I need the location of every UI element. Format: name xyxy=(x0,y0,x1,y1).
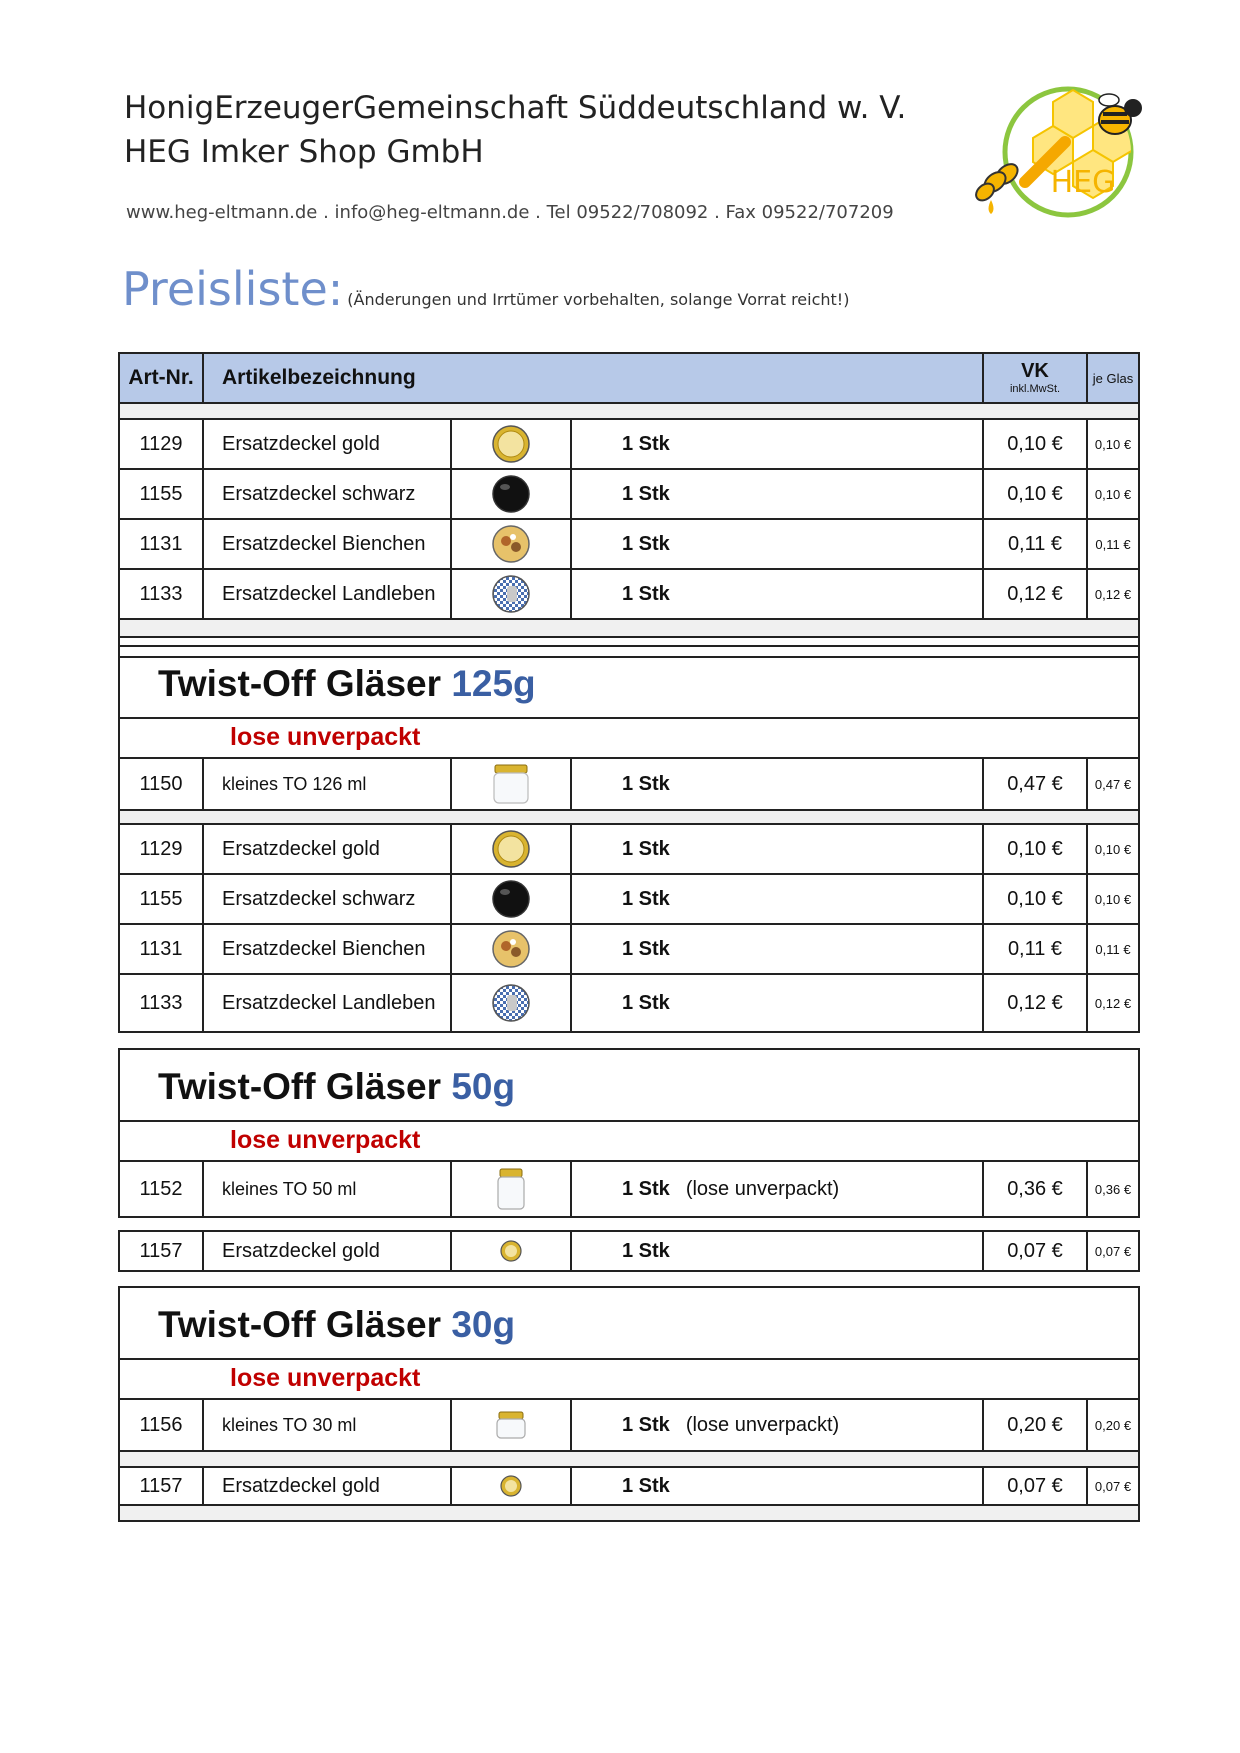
item-name: Ersatzdeckel Bienchen xyxy=(202,520,450,568)
item-name: Ersatzdeckel schwarz xyxy=(202,875,450,923)
item-quantity: 1 Stk xyxy=(570,925,982,973)
item-image xyxy=(450,1232,570,1270)
logo-text: HEG xyxy=(1050,165,1116,200)
price-per-glass: 0,12 € xyxy=(1086,975,1138,1031)
vk-sub-label: inkl.MwSt. xyxy=(1009,383,1061,395)
art-number: 1152 xyxy=(139,1177,183,1200)
section-subtitle: lose unverpackt xyxy=(230,723,421,751)
table-row xyxy=(120,973,1138,1031)
column-header-name: Artikelbezeichnung xyxy=(202,354,982,402)
gold-lid-icon xyxy=(491,829,531,869)
item-name: Ersatzdeckel gold xyxy=(202,825,450,873)
price-list-title xyxy=(122,262,849,316)
art-number: 1150 xyxy=(139,772,183,795)
checkered-lid-icon xyxy=(491,574,531,614)
table-header-row xyxy=(120,354,1138,404)
spacer-row xyxy=(120,1452,1138,1466)
item-name: Ersatzdeckel gold xyxy=(202,1468,450,1504)
spacer-row xyxy=(120,620,1138,636)
item-price: 0,10 € xyxy=(982,470,1086,518)
item-price: 0,12 € xyxy=(982,570,1086,618)
item-price: 0,07 € xyxy=(982,1468,1086,1504)
section-50g xyxy=(118,1048,1140,1218)
section-subheading xyxy=(120,1360,1138,1398)
item-price: 0,10 € xyxy=(982,875,1086,923)
item-image xyxy=(450,420,570,468)
small-gold-lid-icon xyxy=(499,1474,523,1498)
item-name: Ersatzdeckel Landleben xyxy=(202,570,450,618)
item-image xyxy=(450,825,570,873)
section-subheading xyxy=(120,1122,1138,1160)
art-number: 1157 xyxy=(139,1474,183,1497)
table-row xyxy=(120,873,1138,925)
item-name: Ersatzdeckel gold xyxy=(202,1232,450,1270)
price-per-glass: 0,07 € xyxy=(1086,1468,1138,1504)
table-row xyxy=(120,757,1138,811)
table-row xyxy=(120,823,1138,875)
item-price: 0,10 € xyxy=(982,825,1086,873)
section-subtitle: lose unverpackt xyxy=(230,1126,421,1154)
item-price: 0,10 € xyxy=(982,420,1086,468)
art-number: 1129 xyxy=(139,432,183,455)
column-header-je-glas: je Glas xyxy=(1086,354,1138,402)
small-jar-icon xyxy=(494,1167,528,1211)
price-per-glass: 0,07 € xyxy=(1086,1232,1138,1270)
small-gold-lid-icon xyxy=(499,1239,523,1263)
item-image xyxy=(450,520,570,568)
black-lid-icon xyxy=(491,474,531,514)
item-quantity: 1 Stk xyxy=(570,1468,982,1504)
section-title xyxy=(158,663,536,705)
item-image xyxy=(450,470,570,518)
section-heading xyxy=(120,647,1138,719)
art-number: 1131 xyxy=(139,532,183,555)
spacer-row xyxy=(120,1506,1138,1520)
item-price: 0,20 € xyxy=(982,1400,1086,1450)
item-image xyxy=(450,759,570,809)
item-quantity-cell xyxy=(570,1162,982,1216)
item-quantity: 1 Stk xyxy=(570,875,982,923)
section-subtitle: lose unverpackt xyxy=(230,1364,421,1392)
item-quantity: 1 Stk xyxy=(570,975,982,1031)
item-image xyxy=(450,1400,570,1450)
price-per-glass: 0,10 € xyxy=(1086,470,1138,518)
heg-logo xyxy=(965,82,1155,222)
item-note: (lose unverpackt) xyxy=(685,1177,840,1200)
section-title-text: Twist-Off Gläser xyxy=(158,663,452,704)
item-price: 0,12 € xyxy=(982,975,1086,1031)
table-row xyxy=(120,1466,1138,1506)
section-title xyxy=(158,1066,515,1108)
item-name: kleines TO 30 ml xyxy=(202,1400,450,1450)
art-number: 1129 xyxy=(139,837,183,860)
section-title-text: Twist-Off Gläser xyxy=(158,1304,452,1345)
price-per-glass: 0,36 € xyxy=(1086,1162,1138,1216)
item-image xyxy=(450,925,570,973)
section-125g xyxy=(118,645,1140,1033)
item-quantity: 1 Stk xyxy=(570,759,982,809)
item-name: kleines TO 126 ml xyxy=(202,759,450,809)
art-number: 1131 xyxy=(139,937,183,960)
art-number: 1156 xyxy=(139,1413,183,1436)
bee-lid-icon xyxy=(491,524,531,564)
table-row xyxy=(120,1160,1138,1216)
item-name: Ersatzdeckel schwarz xyxy=(202,470,450,518)
price-per-glass: 0,11 € xyxy=(1086,520,1138,568)
item-image xyxy=(450,975,570,1031)
spacer-row xyxy=(120,404,1138,418)
section-title-text: Twist-Off Gläser xyxy=(158,1066,452,1107)
item-name: Ersatzdeckel Bienchen xyxy=(202,925,450,973)
bee-lid-icon xyxy=(491,929,531,969)
item-price: 0,47 € xyxy=(982,759,1086,809)
price-per-glass: 0,10 € xyxy=(1086,420,1138,468)
page-subtitle: (Änderungen und Irrtümer vorbehalten, solange Vorrat reicht!) xyxy=(347,290,850,309)
item-price: 0,36 € xyxy=(982,1162,1086,1216)
item-name: Ersatzdeckel gold xyxy=(202,420,450,468)
column-header-vk xyxy=(982,354,1086,402)
table-row xyxy=(120,468,1138,520)
art-number: 1155 xyxy=(139,482,183,505)
art-number: 1133 xyxy=(139,991,183,1014)
section-weight: 50g xyxy=(451,1066,516,1107)
price-per-glass: 0,11 € xyxy=(1086,925,1138,973)
organization-name: HonigErzeugerGemeinschaft Süddeutschland w. V. xyxy=(124,90,907,126)
section-title xyxy=(158,1304,515,1346)
section-heading xyxy=(120,1288,1138,1360)
table-row xyxy=(120,1398,1138,1452)
section-weight: 125g xyxy=(451,663,536,704)
price-per-glass: 0,12 € xyxy=(1086,570,1138,618)
page-title: Preisliste: xyxy=(122,262,344,316)
art-number: 1157 xyxy=(139,1239,183,1262)
item-price: 0,11 € xyxy=(982,925,1086,973)
art-number: 1155 xyxy=(139,887,183,910)
item-quantity: 1 Stk xyxy=(622,1177,670,1200)
shop-name: HEG Imker Shop GmbH xyxy=(124,134,484,170)
item-image xyxy=(450,1468,570,1504)
item-price: 0,11 € xyxy=(982,520,1086,568)
item-image xyxy=(450,875,570,923)
section-weight: 30g xyxy=(451,1304,516,1345)
price-table-main xyxy=(118,352,1140,658)
contact-line: www.heg-eltmann.de . info@heg-eltmann.de . Tel 09522/708092 . Fax 09522/707209 xyxy=(126,202,894,223)
table-row xyxy=(120,568,1138,620)
lid-row-50g xyxy=(118,1230,1140,1272)
item-quantity: 1 Stk xyxy=(570,570,982,618)
art-number: 1133 xyxy=(139,582,183,605)
table-row xyxy=(120,518,1138,570)
black-lid-icon xyxy=(491,879,531,919)
item-quantity-cell xyxy=(570,1400,982,1450)
gold-lid-icon xyxy=(491,424,531,464)
mini-jar-icon xyxy=(494,1410,528,1440)
item-quantity: 1 Stk xyxy=(570,420,982,468)
item-quantity: 1 Stk xyxy=(622,1413,670,1436)
checkered-lid-icon xyxy=(491,983,531,1023)
item-quantity: 1 Stk xyxy=(570,470,982,518)
item-price: 0,07 € xyxy=(982,1232,1086,1270)
vk-label: VK xyxy=(1021,360,1049,382)
table-row xyxy=(120,1232,1138,1270)
price-per-glass: 0,47 € xyxy=(1086,759,1138,809)
item-note: (lose unverpackt) xyxy=(685,1413,840,1436)
spacer-row xyxy=(120,811,1138,823)
section-subheading xyxy=(120,719,1138,757)
section-30g xyxy=(118,1286,1140,1522)
item-name: kleines TO 50 ml xyxy=(202,1162,450,1216)
item-quantity: 1 Stk xyxy=(570,825,982,873)
item-image xyxy=(450,1162,570,1216)
price-per-glass: 0,20 € xyxy=(1086,1400,1138,1450)
price-per-glass: 0,10 € xyxy=(1086,875,1138,923)
table-row xyxy=(120,418,1138,470)
table-row xyxy=(120,923,1138,975)
column-header-art: Art-Nr. xyxy=(128,366,194,389)
item-quantity: 1 Stk xyxy=(570,1232,982,1270)
item-quantity: 1 Stk xyxy=(570,520,982,568)
item-name: Ersatzdeckel Landleben xyxy=(202,975,450,1031)
price-per-glass: 0,10 € xyxy=(1086,825,1138,873)
item-image xyxy=(450,570,570,618)
section-heading xyxy=(120,1050,1138,1122)
jar-icon xyxy=(489,762,533,806)
